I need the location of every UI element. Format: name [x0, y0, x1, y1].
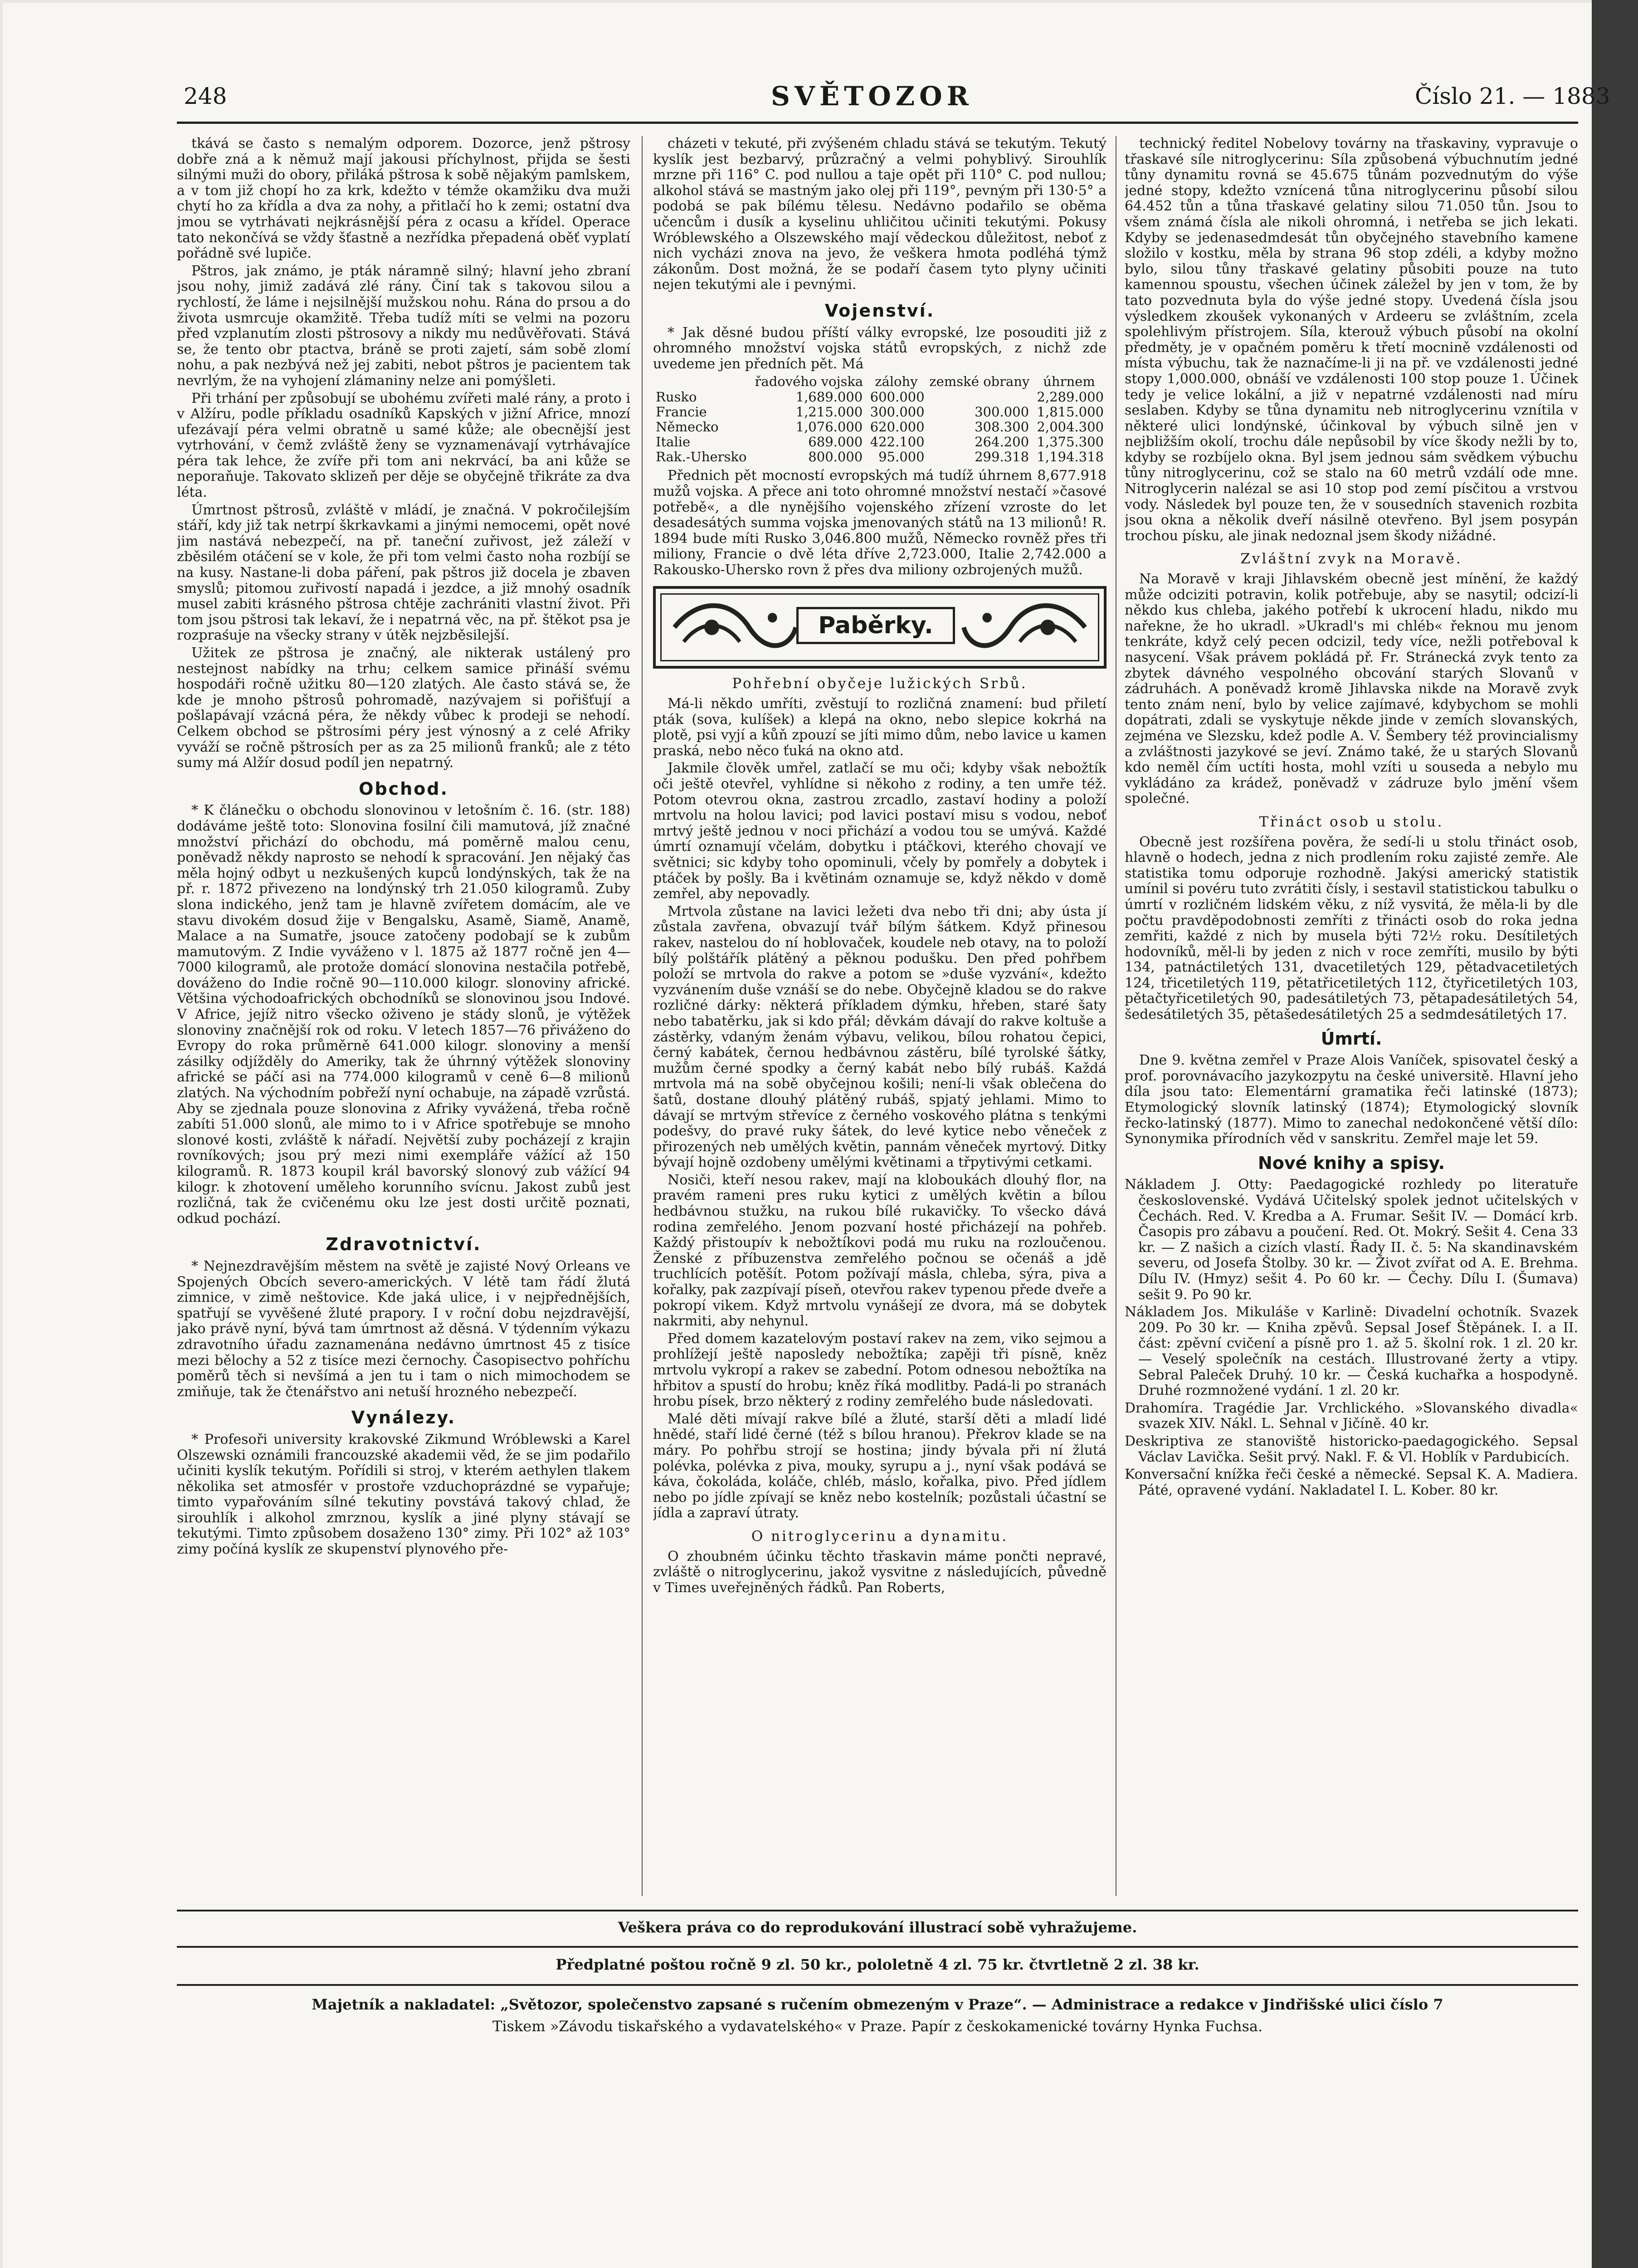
army-statistics-table [653, 374, 1107, 464]
table-cell: 1,815.000 [1037, 404, 1104, 420]
table-cell: 620.000 [870, 419, 925, 435]
rights-notice: Veškera práva co do reprodukování illustrací sobě vyhražujeme. [618, 1919, 1137, 1936]
table-cell: 300.000 [870, 404, 925, 420]
table-cell: 600.000 [870, 389, 925, 405]
section-heading: Úmrtí. [1321, 1028, 1382, 1049]
subscription-notice: Předplatné poštou ročně 9 zl. 50 kr., pololetně 4 zl. 75 kr. čtvrtletně 2 zl. 38 kr. [556, 1956, 1199, 1973]
paragraph: * K článečku o obchodu slonovinou v letošním č. 16. (str. 188) dodáváme ještě toto: Slonovina fosilní čili mamutová, jíž značné množství přichází do obchodu, má poměrně malou cenu, poněvadž někdy naprosto se nehodí k spracování. Jen nějaký čas měla hojný odbyt u nezkušených kupců londýnských, tak že na př. r. 1872 přivezeno na londýnský trh 21.050 kilogramů. Zuby slona indického, jenž tam je hlavně zvířetem domácím, ale ve stavu divokém dosud žije v Bengalsku, Asamě, Siamě, Anamě, Malace a na Sumatře, jsouce zatočeny podobají se k zubům mamutovým. Z Indie vyváženo v l. 1875 až 1877 ročně jen 4—7000 kilogramů, ale protože domácí slonovina nestačila potřebě, dováženo do Indie ročně 90—110.000 kilogr. slonoviny africké. Většina východoafrických obchodníků se slonovinou jsou Indové. V Africe, jejíž nitro všecko oživeno je stády slonů, je výtěžek slonoviny značnější rok od roku. V letech 1857—76 přiváženo do Evropy do roka průměrně 641.000 kilogr. slonoviny a menší zásilky odjížděly do Ameriky, tak že úhrnný výtěžek slonoviny africké se páčí asi na 774.000 kilogramů v ceně 6—8 milionů zlatých. Na východním pobřeží nyní ochabuje, na západě vzrůstá. Aby se zjednala pouze slonovina z Afriky vyvážená, třeba ročně zabíti 51.000 slonů, ale mimo to i v Africe spotřebuje se mnoho slonové kosti, zvláště k nářadí. Největší zuby pocházejí z krajin rovníkových; jsou prý mezi nimi exempláře vážící až 150 kilogramů. R. 1873 koupil král bavorský slonový zub vážící 94 kilogr. k zhotovení uměleho korunního svícnu. Jakost zubů jest rozličná, tak že cvičenému oku lze jest dosti určitě poznati, odkud pochází. [177, 802, 630, 1227]
section-heading: Pohřební obyčeje lužických Srbů. [732, 675, 1028, 692]
scan-edge [1592, 0, 1638, 2268]
paragraph: Obecně jest rozšířena pověra, že sedí-li u stolu třináct osob, hlavně o hodech, jedna z nich prodlením roku zajisté zemře. Ale statistika tomu odporuje rozhodně. Jakýsi americký statistik umínil si povéru tuto zvrátiti čísly, i sestavil statistickou tabulku o úmrtí v rozličném lidském věku, z níž vysvitá, že měla-li by dle počtu pravděpodobnosti zemříti z třinácti osob do roka jedna zemřiti, každé z nich by musela býti 72½ roku. Desítiletých hodovníků, měl-li by jeden z nich v roce zemříti, musilo by býti 134, patnáctiletých 131, dvacetiletých 129, pětadvacetiletých 124, třicetiletých 119, pětatřicetiletých 112, čtyřicetiletých 103, pětačtyřicetiletých 90, padesátiletých 73, pětapadesátiletých 54, šedesátiletých 35, pětašedesátiletých 25 a sedmdesátiletých 17. [1125, 834, 1578, 1023]
table-row [653, 390, 1107, 405]
paragraph: Nákladem J. Otty: Paedagogické rozhledy po literatuře československé. Vydává Učitelský spolek jednot učitelských v Čechách. Red. V. Kredba a A. Frumar. Sešit IV. — Domácí krb. Časopis pro zábavu a poučení. Red. Ot. Mokrý. Sešit 4. Cena 33 kr. — Z našich a cizích vlastí. Řady II. č. 5: Na skandinavském severu, od Josefa Štolby. 30 kr. — Život zvířat od A. E. Brehma. Dílu IV. (Hmyz) sešit 4. Po 60 kr. — Čechy. Dílu I. (Šumava) sešit 9. Po 90 kr. [1125, 1177, 1578, 1303]
table-cell: 1,375.300 [1037, 434, 1104, 450]
table-row [653, 435, 1107, 450]
paragraph: Má-li někdo umříti, zvěstují to rozličná znamení: bud přiletí pták (sova, kulíšek) a klepá na okno, nebo slepice kokrhá na plotě, psi vyjí a kůň zpouzí se jíti mimo dům, nebo lavice u kamen praská, nebo něco ťuká na okno atd. [653, 696, 1107, 759]
paragraph: Na Moravě v kraji Jihlavském obecně jest mínění, že každý může odciziti potravin, kolik potřebuje, aby se nasytil; odcizí-li někdo kus chleba, jakého potřebí k ukrocení hladu, nikdo mu nařekne, že ho ukradl. »Ukradl's mi chléb« řeknou mu jenom tenkráte, když celý pecen odcizil, tedy více, nežli potřeboval k nasycení. Však právem pokládá př. Fr. Stránecká zvyk tento za zbytek dávného vespolného obcování starých Slovanů v zádruhách. A poněvadž kromě Jihlavska nikde na Moravě zvyk tento znám není, bylo by velice zajímavé, kdybychom se mohli dopátrati, zdali se vyskytuje někde jinde v zemích slovanských, zejména ve Slezsku, kdež podle A. V. Šembery též provincialismy a zvláštnosti jazykové se jeví. Známo také, že u starých Slovanů kdo neměl čím uctíti hosta, mohl vzíti u souseda a nebylo mu vykládáno za krádež, poněvadž v zádruze bylo jmění všem společné. [1125, 571, 1578, 807]
section-heading: Obchod. [359, 778, 448, 799]
table-cell: 95.000 [878, 449, 925, 465]
paragraph: Dne 9. května zemřel v Praze Alois Vaníček, spisovatel český a prof. porovnávacího jazykozpytu na české universitě. Hlavní jeho díla jsou tato: Elementární gramatika řeči latinské (1873); Etymologický slovník latinský (1874); Etymologický slovník řecko-latinský (1877). Mimo to zanechal nedokončené větší dílo: Synonymika přírodních věd v sanskritu. Zemřel maje let 59. [1125, 1052, 1578, 1147]
paragraph: Deskriptiva ze stanoviště historicko-paedagogického. Sepsal Václav Lavička. Sešit prvý. Nakl. F. & Vl. Hoblík v Pardubicích. [1125, 1433, 1578, 1465]
paragraph: technický ředitel Nobelovy továrny na třaskaviny, vypravuje o třaskavé síle nitroglycerinu: Síla způsobená výbuchnutím jedné tůny dynamitu rovná se 45.675 tůnám pozvednutým do výše jedné stopy, kdežto vznícená tůna nitroglycerinu působí silou 64.452 tůn a tůna třaskavé gelatiny silou 71.050 tůn. Jsou to všem známá čísla ale nikoli ohromná, i netřeba se jich lekati. Kdyby se jedenasedmdesát tůn obyčejného stavebního kamene složilo v kostku, měla by strana 96 stop zdéli, a kdyby možno bylo, silou tůny třaskavé gelatiny působiti pouze na tuto kamennou spoustu, všechen účinek záležel by jen v tom, že by tato pozvednuta byla do výše jedné stopy. Uvedená čísla jsou výsledkem zkoušek vykonaných v Ardeeru se zvláštním, zcela spolehlivým přístrojem. Síla, kterouž výbuch působí na okolní předměty, je v opačném poměru k třetí mocnině vzdálenosti od místa výbuchu, tak že naznačíme-li ji na př. ve vzdálenosti jedné stopy 1,000.000, obnáší ve vzdálenosti 100 stop pouze 1. Účinek tedy je velice lokální, a již v nepatrné vzdálenosti nad míru seslaben. Kdyby se tůna dynamitu neb nitroglycerinu vznítila v některé ulici londýnské, účinkoval by výbuch silně jen v nejbližším okolí, trochu dále nepůsobil by více škody nežli by to, kdyby se rozbíjelo okna. Byl jsem jednou sám svědkem výbuchu tůny nitroglycerinu, což se stalo na 60 metrů vzdálí ode mne. Nitroglycerin nalézal se asi 10 stop pod zemí písčitou a vrstvou vody. Následek byl pouze ten, že v sousedních stavenich rozbita jsou okna a několik dveří násilně otevřeno. Byl jsem posypán trochou písku, ale jinak nedoznal jsem škody nižádné. [1125, 136, 1578, 544]
paragraph: Mrtvola zůstane na lavici ležeti dva nebo tři dni; aby ústa jí zůstala zavřena, obvazují tvář bílým šátkem. Když přinesou rakev, nastelou do ní hoblovaček, koudele neb otavy, na to položí bílý polštářík plátěný a pěknou podušku. Den před pohřbem položí se mrtvola do rakve a potom se »duše vyzvání«, kdežto vyzvánením duše vznáší se do nebe. Obyčejně kladou se do rakve rozličné dárky: některá příkladem dýmku, hřeben, staré šaty nebo tabatěrku, jak si kdo přál; děvkám dávají do rakve koltuše a zástěrky, vdaným ženám výbavu, velikou, bílou rohatou čepici, černý kabátek, černou hedbávnou zástěru, bílé tyrolské šátky, mužům černé spodky a černý kabát nebo bílý rubáš. Každá mrtvola má na sobě obyčejnou košili; není-li však oblečena do šatů, dostane dlouhý plátěný rubáš, spjatý jehlami. Mimo to dávají se mrtvým střevíce z černého voskového plátna s tenkými podešvy, do pravé ruky šátek, do levé kytice nebo věneček z přirozených neb umělých květin, pannám věneček myrtový. Ditky bývají hojně ozdobeny umělými květinami a třpytivými cetkami. [653, 903, 1107, 1171]
section-heading: O nitroglycerinu a dynamitu. [751, 1528, 1009, 1545]
paragraph: Jakmile člověk umřel, zatlačí se mu oči; kdyby však nebožtík oči ještě otevřel, vyhlídne si někoho z rodiny, a ten umře též. Potom otevrou okna, zastrou zrcadlo, zastaví hodiny a položí mrtvolu na holou lavici; pod lavici postaví misu s vodou, neboť mrtvý ještě jednou v noci přichází a vodou tou se umývá. Každé úmrtí oznamují včelám, dobytku i ptáčkovi, kterého chovají ve světnici; sic kdyby toho opominuli, včely by pomřely a dobytek i ptáček by pošly. Ba i květinám oznamuje se, když někdo v domě zemřel, aby nepovadly. [653, 760, 1107, 902]
section-heading: Zvláštní zvyk na Moravě. [1240, 551, 1462, 567]
paragraph: Přednich pět mocností evropských má tudíž úhrnem 8,677.918 mužů vojska. A přece ani toto ohromné množství nestačí »časové potřebě«, a dle nynějšího vojenského zřízení vzroste do let desadesátých summa vojska jmenovaných států na 13 milionů! R. 1894 bude míti Rusko 3,046.800 mužů, Německo rovněž přes tři miliony, Francie o dvě léta dříve 2,723.000, Italie 2,742.000 a Rakousko-Uhersko rovn ž přes dva miliony ozbrojených mužů. [653, 468, 1107, 578]
table-cell: 1,076.000 [795, 419, 863, 435]
footer-rule [177, 1946, 1578, 1948]
section-heading: Vojenství. [824, 300, 935, 321]
table-header: úhrnem [1043, 374, 1095, 390]
paragraph: Nosiči, kteří nesou rakev, mají na kloboukách dlouhý flor, na pravém rameni pres ruku kytici z umělých květin a bílou hedbávnou stužku, na rukou bílé rukavičky. To všecko dává rodina zemřelého. Jenom pozvaní hosté přicházejí na pohřeb. Každý přistoupív k nebožtíkovi podá mu ruku na rozloučenou. Ženské z příbuzenstva zemřelého počnou se očenáš a jdě truchlících potěšít. Potom požívají másla, chleba, sýra, piva a kořalky, pak zazpívají píseň, otevřou rakev typenou přede dveře a pokropí vikem. Když mrtvolu vynášejí ze dvora, má se dobytek nakrmiti, aby nehynul. [653, 1172, 1107, 1330]
paragraph: tkává se často s nemalým odporem. Dozorce, jenž pštrosy dobře zná a k němuž mají jakousi příchylnost, přijda se šesti silnými muži do obory, přiláká pštrosa k sobě nějakým pamlskem, a v tom již chopí ho za krk, kdežto v témže okamžiku dva muži chytí ho za křídla a dva za nohy, a přitlačí ho k zemi; ostatní dva jmou se vytrhávati nejkrásnější péra z ocasu a křídel. Operace tato nekončívá se vždy šťastně a nezřídka přepadená oběť vyplatí pořádně své lupiče. [177, 136, 630, 262]
table-cell: 2,289.000 [1037, 389, 1104, 405]
masthead-title: SVĚTOZOR [771, 81, 973, 112]
column-2 [653, 136, 1107, 1896]
section-banner [653, 586, 1107, 669]
page-number: 248 [184, 83, 227, 109]
paragraph: Úmrtnost pštrosů, zvláště v mládí, je značná. V pokročilejším stáří, kdy již tak netrpí škrkavkami a jinými nemocemi, opět nové jim nastává nebezpečí, na př. taneční zuřivost, jež záleží v zběsilém otáčení se v kole, že při tom velmi často noha rozbíjí se na kusy. Nastane-li doba páření, pak pštros již docela je zbaven smyslů; pitomou zuřivostí napadá i jezdce, a již mnohý osadník musel zabiti krásného pštrosa chtěje zachrániti vlastní život. Při tom jsou pštrosi tak lekaví, že i nepatrná věc, na př. štěkot psa je rozpraśuje na všecky strany v útěk nejzběsilejší. [177, 502, 630, 644]
table-cell: Rak.-Uhersko [656, 449, 747, 465]
paragraph: Malé děti mívají rakve bílé a žluté, starší děti a mladí lidé hnědé, staří lidé černé (též s bílou hranou). Překrov klade se na máry. Po pohřbu strojí se hostina; jindy bývala při ní žlutá polévka, polévka z piva, mouky, syrupu a j., nyní však podává se káva, čokoláda, koláče, chléb, máslo, kořalka, pivo. Před jídlem nebo po jídle zpívají se kněz nebo kostelník; pozůstali účastní se jídla a zapraví útraty. [653, 1411, 1107, 1521]
section-title: Paběrky. [796, 607, 955, 644]
table-cell: 264.200 [975, 434, 1029, 450]
table-header: řadového vojska [755, 374, 863, 390]
table-cell: Rusko [656, 389, 697, 405]
table-cell [927, 390, 1032, 405]
paragraph: O zhoubném účinku těchto třaskavin máme pončti nepravé, zvláště o nitroglycerinu, jakož vysvitne z následujících, půvedně v Times uveřejněných řádků. Pan Roberts, [653, 1548, 1107, 1596]
footer-rule [177, 1910, 1578, 1911]
paragraph: Nákladem Jos. Mikuláše v Karlině: Divadelní ochotník. Svazek 209. Po 30 kr. — Kniha zpěvů. Sepsal Josef Štěpánek. I. a II. část: zpěvní cvičení a písně pro 1. až 5. školní rok. 1 zl. 20 kr. — Veselý společník na cestách. Illustrované žerty a vtipy. Sebral Paleček Druhý. 10 kr. — Česká kuchařka a hospodyně. Druhé rozmnožené vydání. 1 zl. 20 kr. [1125, 1304, 1578, 1399]
table-row [653, 420, 1107, 435]
printer-notice: Tiskem »Závodu tiskařského a vydavatelského« v Praze. Papír z českokamenické továrny Hynka Fuchsa. [492, 2018, 1263, 2035]
table-cell: 2,004.300 [1037, 419, 1104, 435]
paragraph: * Profesoři university krakovské Zikmund Wróblewski a Karel Olszewski oznámili francouzské akademii věd, že se jim podařilo učiniti kyslík tekutým. Pořídili si stroj, v kterém aethylen tlakem několika set atmosfér v prostoře vzduchoprázdné se vypařuje; timto vypařováním sílné tekutiny povstává takový chlad, že sirouhlík i alkohol zmrznou, kyslík a jiné plyny stávají se tekutými. Timto způsobem dosaženo 130° zimy. Při 102° až 103° zimy počíná kyslík ze skupenství plynového pře- [177, 1431, 630, 1558]
table-cell: 1,215.000 [795, 404, 863, 420]
paragraph: * Nejnezdravějším městem na světě je zajisté Nový Orleans ve Spojených Obcích severo-amerických. V létě tam řádí žlutá zimnice, v zimě neštovice. Kde jaká ulice, i v nejpřednějších, spatřují se vyvěšené žluté prapory. I v roční dobu nejzdravější, jako právě nyní, bývá tam úmrtnost až děsná. V týdenním výkazu zdravotního úřadu zaznamenána nedávno úmrtnost 45 z tisíce mezi bělochy a 52 z tisíce mezi černochy. Časopisectvo pohříchu poměrů těch si nevšímá a jen tu i tam o nich mimochodem se zmiňuje, tak že čtenářstvo ani netuší hrozného nebezpečí. [177, 1258, 630, 1400]
paragraph: cházeti v tekuté, při zvýšeném chladu stává se tekutým. Tekutý kyslík jest bezbarvý, průzračný a velmi pohyblivý. Sirouhlík mrzne při 116° C. pod nullou a taje opět při 110° C. pod nullou; alkohol stává se mastným jako olej při 119°, pevným při 130·5° a podobá se pak bílému tělesu. Nedávno podařilo se oběma učencům i dusík a kyselinu uhličitou učiniti tekutými. Pokusy Wróblewského a Olszewského mají vědeckou důležitost, neboť z nich vycházi znova na jevo, že veškera hmota podléhá týmž zákonům. Dost možná, že se podaří časem tyto plyny učiniti nejen tekutými ale i pevnými. [653, 136, 1107, 293]
paragraph: Drahomíra. Tragédie Jar. Vrchlického. »Slovanského divadla« svazek XIV. Nákl. L. Sehnal v Jičíně. 40 kr. [1125, 1400, 1578, 1432]
section-heading: Nové knihy a spisy. [1258, 1153, 1445, 1173]
section-heading: Zdravotnictví. [326, 1234, 482, 1255]
table-cell: 422.100 [870, 434, 925, 450]
header-rule [177, 122, 1578, 124]
paragraph: Před domem kazatelovým postaví rakev na zem, viko sejmou a prohlížejí ještě naposledy nebožtíka; zapěji tři písně, kněz mrtvolu vykropí a rakev se zabední. Potom odnesou nebožtíka na hřbitov a spustí do hrobu; kněz říká modlitby. Padá-li po stranách hrobu písek, brzo některý z rodiny zemřelého bude následovati. [653, 1330, 1107, 1410]
table-cell: Francie [656, 404, 707, 420]
paragraph: Užitek ze pštrosa je značný, ale nikterak ustálený pro nestejnost nabídky na trhu; celkem samice přináší svému hospodáři ročně užitku 80—120 zlatých. Ale často stává se, že kde je mnoho pštrosů pohromadě, nazývajem si pořišťují a pošlapávají vzácná péra, že někdy vůbec k prodeji se nehodí. Celkem obchod se pštrosími péry jest výnosný a z celé Afriky vyváží se ročně pštrosích per as za 25 milionů franků; ale z této sumy má Alžír dosud podíl jen nepatrný. [177, 645, 630, 771]
table-cell: 1,689.000 [795, 389, 863, 405]
section-heading: Vynálezy. [351, 1408, 456, 1428]
publisher-notice: Majetník a nakladatel: „Světozor, společenstvo zapsané s ručením obmezeným v Praze“. — Administrace a redakce v Jindřišské ulici číslo 7 [312, 1996, 1443, 2013]
table-cell: 300.000 [975, 404, 1029, 420]
column-1 [177, 136, 630, 1896]
table-cell: 800.000 [808, 449, 863, 465]
issue-number: Číslo 21. — 1883 [1415, 83, 1610, 109]
table-cell: Německo [656, 419, 719, 435]
section-heading: Třináct osob u stolu. [1259, 813, 1444, 830]
table-cell: 299.318 [975, 449, 1029, 465]
table-row [653, 405, 1107, 420]
table-header: zemské obrany [929, 374, 1030, 390]
footer-rule [177, 1984, 1578, 1986]
column-divider [642, 136, 643, 1896]
table-cell: 308.300 [975, 419, 1029, 435]
paragraph: Pštros, jak známo, je pták náramně silný; hlavní jeho zbraní jsou nohy, jimiž zadává zlé rány. Činí tak s takovou silou a rychlostí, že láme i nejsilnější mužskou nohu. Rána do prsou a do života usmrcuje okamžitě. Třeba tudíž míti se velmi na pozoru před vzplanutím zlosti pštrosovy a nikdy mu nedůvěřovati. Stává se, že tento obr ptactva, bráně se proti zajetí, sám sobě zlomí nohu, a pak nezbývá než jej zabiti, nebot pštros je pacientem tak nevrlým, že na vyhojení zlámaniny nelze ani pomýšleti. [177, 263, 630, 389]
table-cell: Italie [656, 434, 691, 450]
column-3 [1125, 136, 1578, 1896]
paragraph: Při trhání per způsobují se ubohému zvířeti malé rány, a proto i v Alžíru, podle příkladu osadníků Kapských v jižní Africe, mnozí ufezávají péra velmi obratně u samé kůže; ale obecnější jest vytrhování, v čemž zvláště ženy se vyznamenávají vytrhávajíce péra tak lehce, že zvíře při tom ani nekrvácí, ba ani kůže se neporaňuje. Takovato sklizeň per děje se obyčejně třikráte za dva léta. [177, 390, 630, 501]
paragraph: Konversační knížka řeči české a německé. Sepsal K. A. Madiera. Páté, opravené vydání. Nakladatel I. L. Kober. 80 kr. [1125, 1466, 1578, 1498]
table-header: zálohy [875, 374, 918, 390]
table-cell: 689.000 [808, 434, 863, 450]
paragraph: * Jak děsné budou příští války evropské, lze posouditi již z ohromného množství vojska států evropských, z nichž zde uvedeme jen předních pět. Má [653, 324, 1107, 372]
table-cell: 1,194.318 [1037, 449, 1104, 465]
table-row [653, 450, 1107, 464]
